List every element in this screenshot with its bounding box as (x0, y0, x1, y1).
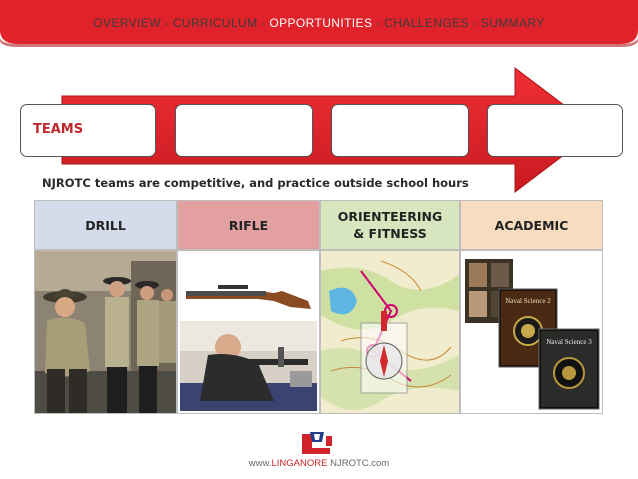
arrow-box-2[interactable] (175, 104, 313, 157)
orienteering-map-photo (320, 250, 460, 414)
header-rifle: RIFLE (177, 200, 320, 250)
nav-challenges[interactable]: CHALLENGES (384, 16, 469, 30)
book3-title: Naval Science 3 (546, 338, 592, 346)
nav-separator: - (472, 16, 478, 30)
header-academic: ACADEMIC (460, 200, 603, 250)
arrow-box-label: TEAMS (33, 122, 84, 137)
linganore-logo-icon (300, 430, 338, 461)
nav-separator: - (164, 16, 170, 30)
header-drill: DRILL (34, 200, 177, 250)
footer-prefix: www. (248, 458, 272, 469)
nav-opportunities[interactable]: OPPORTUNITIES (269, 16, 373, 30)
arrow-box-teams[interactable] (20, 104, 156, 157)
section-nav (0, 16, 638, 30)
footer-brand: LINGANORE (271, 458, 328, 469)
nav-summary[interactable]: SUMMARY (480, 16, 545, 30)
header-orienteering: ORIENTEERING & FITNESS (320, 200, 460, 250)
footer-url[interactable] (0, 458, 638, 469)
nav-overview[interactable]: OVERVIEW (93, 16, 161, 30)
nav-separator: - (376, 16, 381, 30)
drill-team-photo (34, 250, 177, 414)
arrow-box-3[interactable] (331, 104, 469, 157)
rifle-team-photo (177, 250, 320, 414)
arrow-box-4[interactable] (487, 104, 623, 157)
nav-curriculum[interactable]: CURRICULUM (172, 16, 258, 30)
nav-separator: - (261, 16, 266, 30)
teams-subtitle: NJROTC teams are competitive, and practice outside school hours (42, 176, 469, 190)
book2-title: Naval Science 2 (505, 297, 551, 305)
footer-suffix: NJROTC.com (327, 458, 390, 469)
naval-science-books-photo (460, 250, 603, 414)
teams-table (34, 200, 603, 414)
